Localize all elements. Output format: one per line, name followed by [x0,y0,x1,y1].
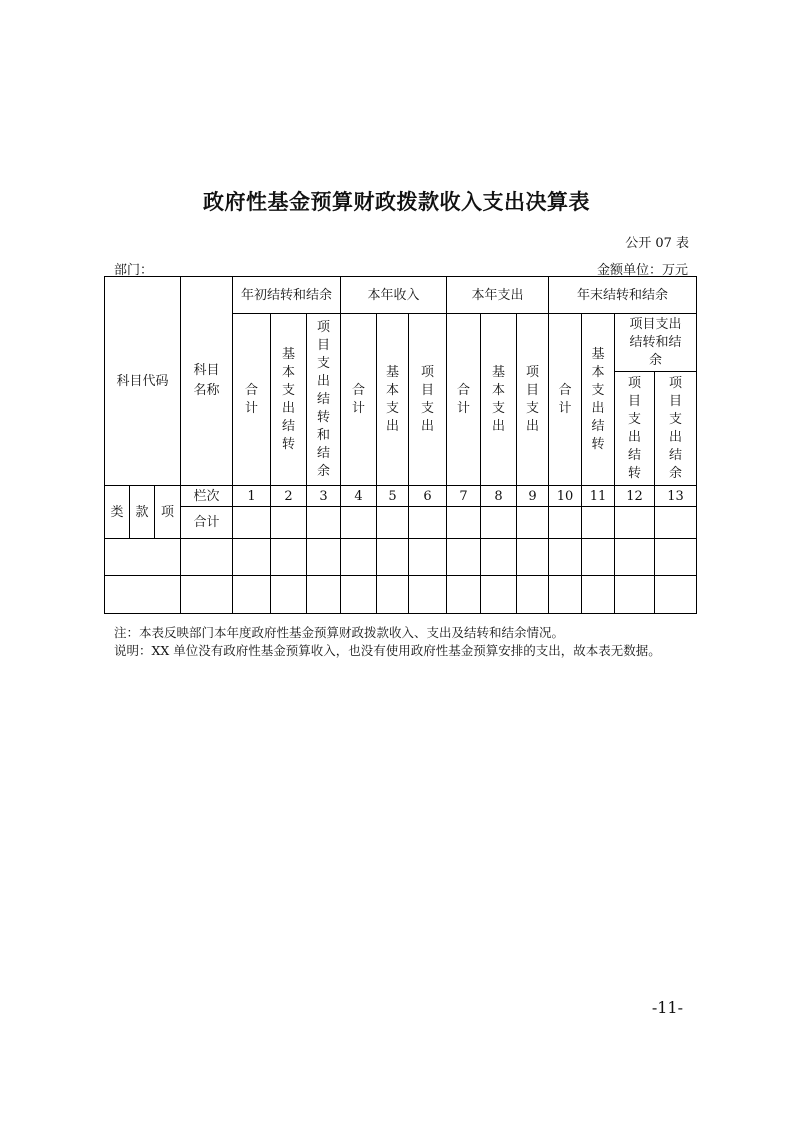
table-cell [377,576,409,614]
table-cell [615,507,655,539]
table-cell [582,576,615,614]
page-title: 政府性基金预算财政拨款收入支出决算表 [203,190,590,214]
header-col-7 [447,314,481,486]
table-cell [549,539,582,576]
header-subgroup-project-text: 项目支出结转和结余 [629,316,682,368]
header-col-5 [377,314,409,486]
column-number: 12 [615,486,655,507]
explanation-note: 说明：XX 单位没有政府性基金预算收入，也没有使用政府性基金预算安排的支出，故本表无数据。 [114,643,661,658]
table-cell [582,539,615,576]
table-cell [409,576,447,614]
budget-table [104,276,697,614]
table-cell [181,576,233,614]
table-cell [271,576,307,614]
table-cell [655,539,697,576]
table-cell [233,539,271,576]
header-col-11 [582,314,615,486]
header-col-8-text: 基本支出 [492,364,506,434]
header-col-13 [655,372,697,486]
header-group-income: 本年收入 [341,277,447,314]
header-col-6-text: 项目支出 [421,364,435,434]
header-col-10-text: 合计 [558,382,572,416]
header-col-12 [615,372,655,486]
header-col-12-text: 项目支出结转 [628,375,642,481]
table-cell [615,539,655,576]
header-subject-name-text: 科目名称 [193,363,220,398]
department-label: 部门： [114,263,154,278]
table-cell [447,539,481,576]
header-col-1-text: 合计 [245,382,259,416]
row-label-xiang: 项 [155,486,181,539]
header-col-9 [517,314,549,486]
column-number: 10 [549,486,582,507]
header-col-6 [409,314,447,486]
table-cell [549,576,582,614]
column-number: 9 [517,486,549,507]
table-number: 公开 07 表 [625,236,689,251]
column-number: 7 [447,486,481,507]
table-cell [377,539,409,576]
column-number: 3 [307,486,341,507]
table-cell [481,576,517,614]
header-col-10 [549,314,582,486]
header-col-2 [271,314,307,486]
table-cell [655,576,697,614]
table-cell [233,576,271,614]
column-number: 11 [582,486,615,507]
header-subgroup-project [615,314,697,372]
table-cell [615,576,655,614]
table-cell [517,576,549,614]
table-cell [481,539,517,576]
header-subject-code: 科目代码 [105,277,181,486]
header-col-9-text: 项目支出 [526,364,540,434]
header-col-2-text: 基本支出结转 [282,346,296,452]
column-number: 13 [655,486,697,507]
column-number: 5 [377,486,409,507]
header-col-1 [233,314,271,486]
header-col-5-text: 基本支出 [386,364,400,434]
table-cell [105,576,181,614]
table-cell [341,576,377,614]
table-row [105,539,697,576]
header-group-begin: 年初结转和结余 [233,277,341,314]
header-col-7-text: 合计 [457,382,471,416]
header-group-expense: 本年支出 [447,277,549,314]
column-number: 4 [341,486,377,507]
table-cell [377,507,409,539]
header-col-4 [341,314,377,486]
table-row [105,576,697,614]
table-cell [307,539,341,576]
header-col-8 [481,314,517,486]
header-col-11-text: 基本支出结转 [591,346,605,452]
header-col-4-text: 合计 [352,382,366,416]
header-col-3-text: 项目支出结转和结余 [317,319,331,479]
row-label-lei: 类 [105,486,130,539]
column-number: 1 [233,486,271,507]
table-cell [517,539,549,576]
table-cell [549,507,582,539]
page-number: -11- [651,998,683,1017]
table-cell [517,507,549,539]
column-number: 2 [271,486,307,507]
table-cell [181,539,233,576]
table-cell [481,507,517,539]
table-cell [341,507,377,539]
header-col-13-text: 项目支出结余 [669,375,683,481]
column-number: 6 [409,486,447,507]
table-cell [105,539,181,576]
table-cell [447,507,481,539]
row-label-total: 合计 [181,507,233,539]
table-cell [233,507,271,539]
table-cell [409,507,447,539]
table-cell [447,576,481,614]
header-col-3 [307,314,341,486]
table-cell [307,576,341,614]
header-group-end: 年末结转和结余 [549,277,697,314]
column-number: 8 [481,486,517,507]
table-cell [271,507,307,539]
table-cell [409,539,447,576]
table-cell [655,507,697,539]
footnote: 注：本表反映部门本年度政府性基金预算财政拨款收入、支出及结转和结余情况。 [114,625,565,640]
table-cell [582,507,615,539]
table-cell [271,539,307,576]
row-label-column-order: 栏次 [181,486,233,507]
header-subject-name [181,277,233,486]
amount-unit-label: 金额单位：万元 [596,263,688,278]
row-label-kuan: 款 [130,486,155,539]
table-cell [307,507,341,539]
table-cell [341,539,377,576]
